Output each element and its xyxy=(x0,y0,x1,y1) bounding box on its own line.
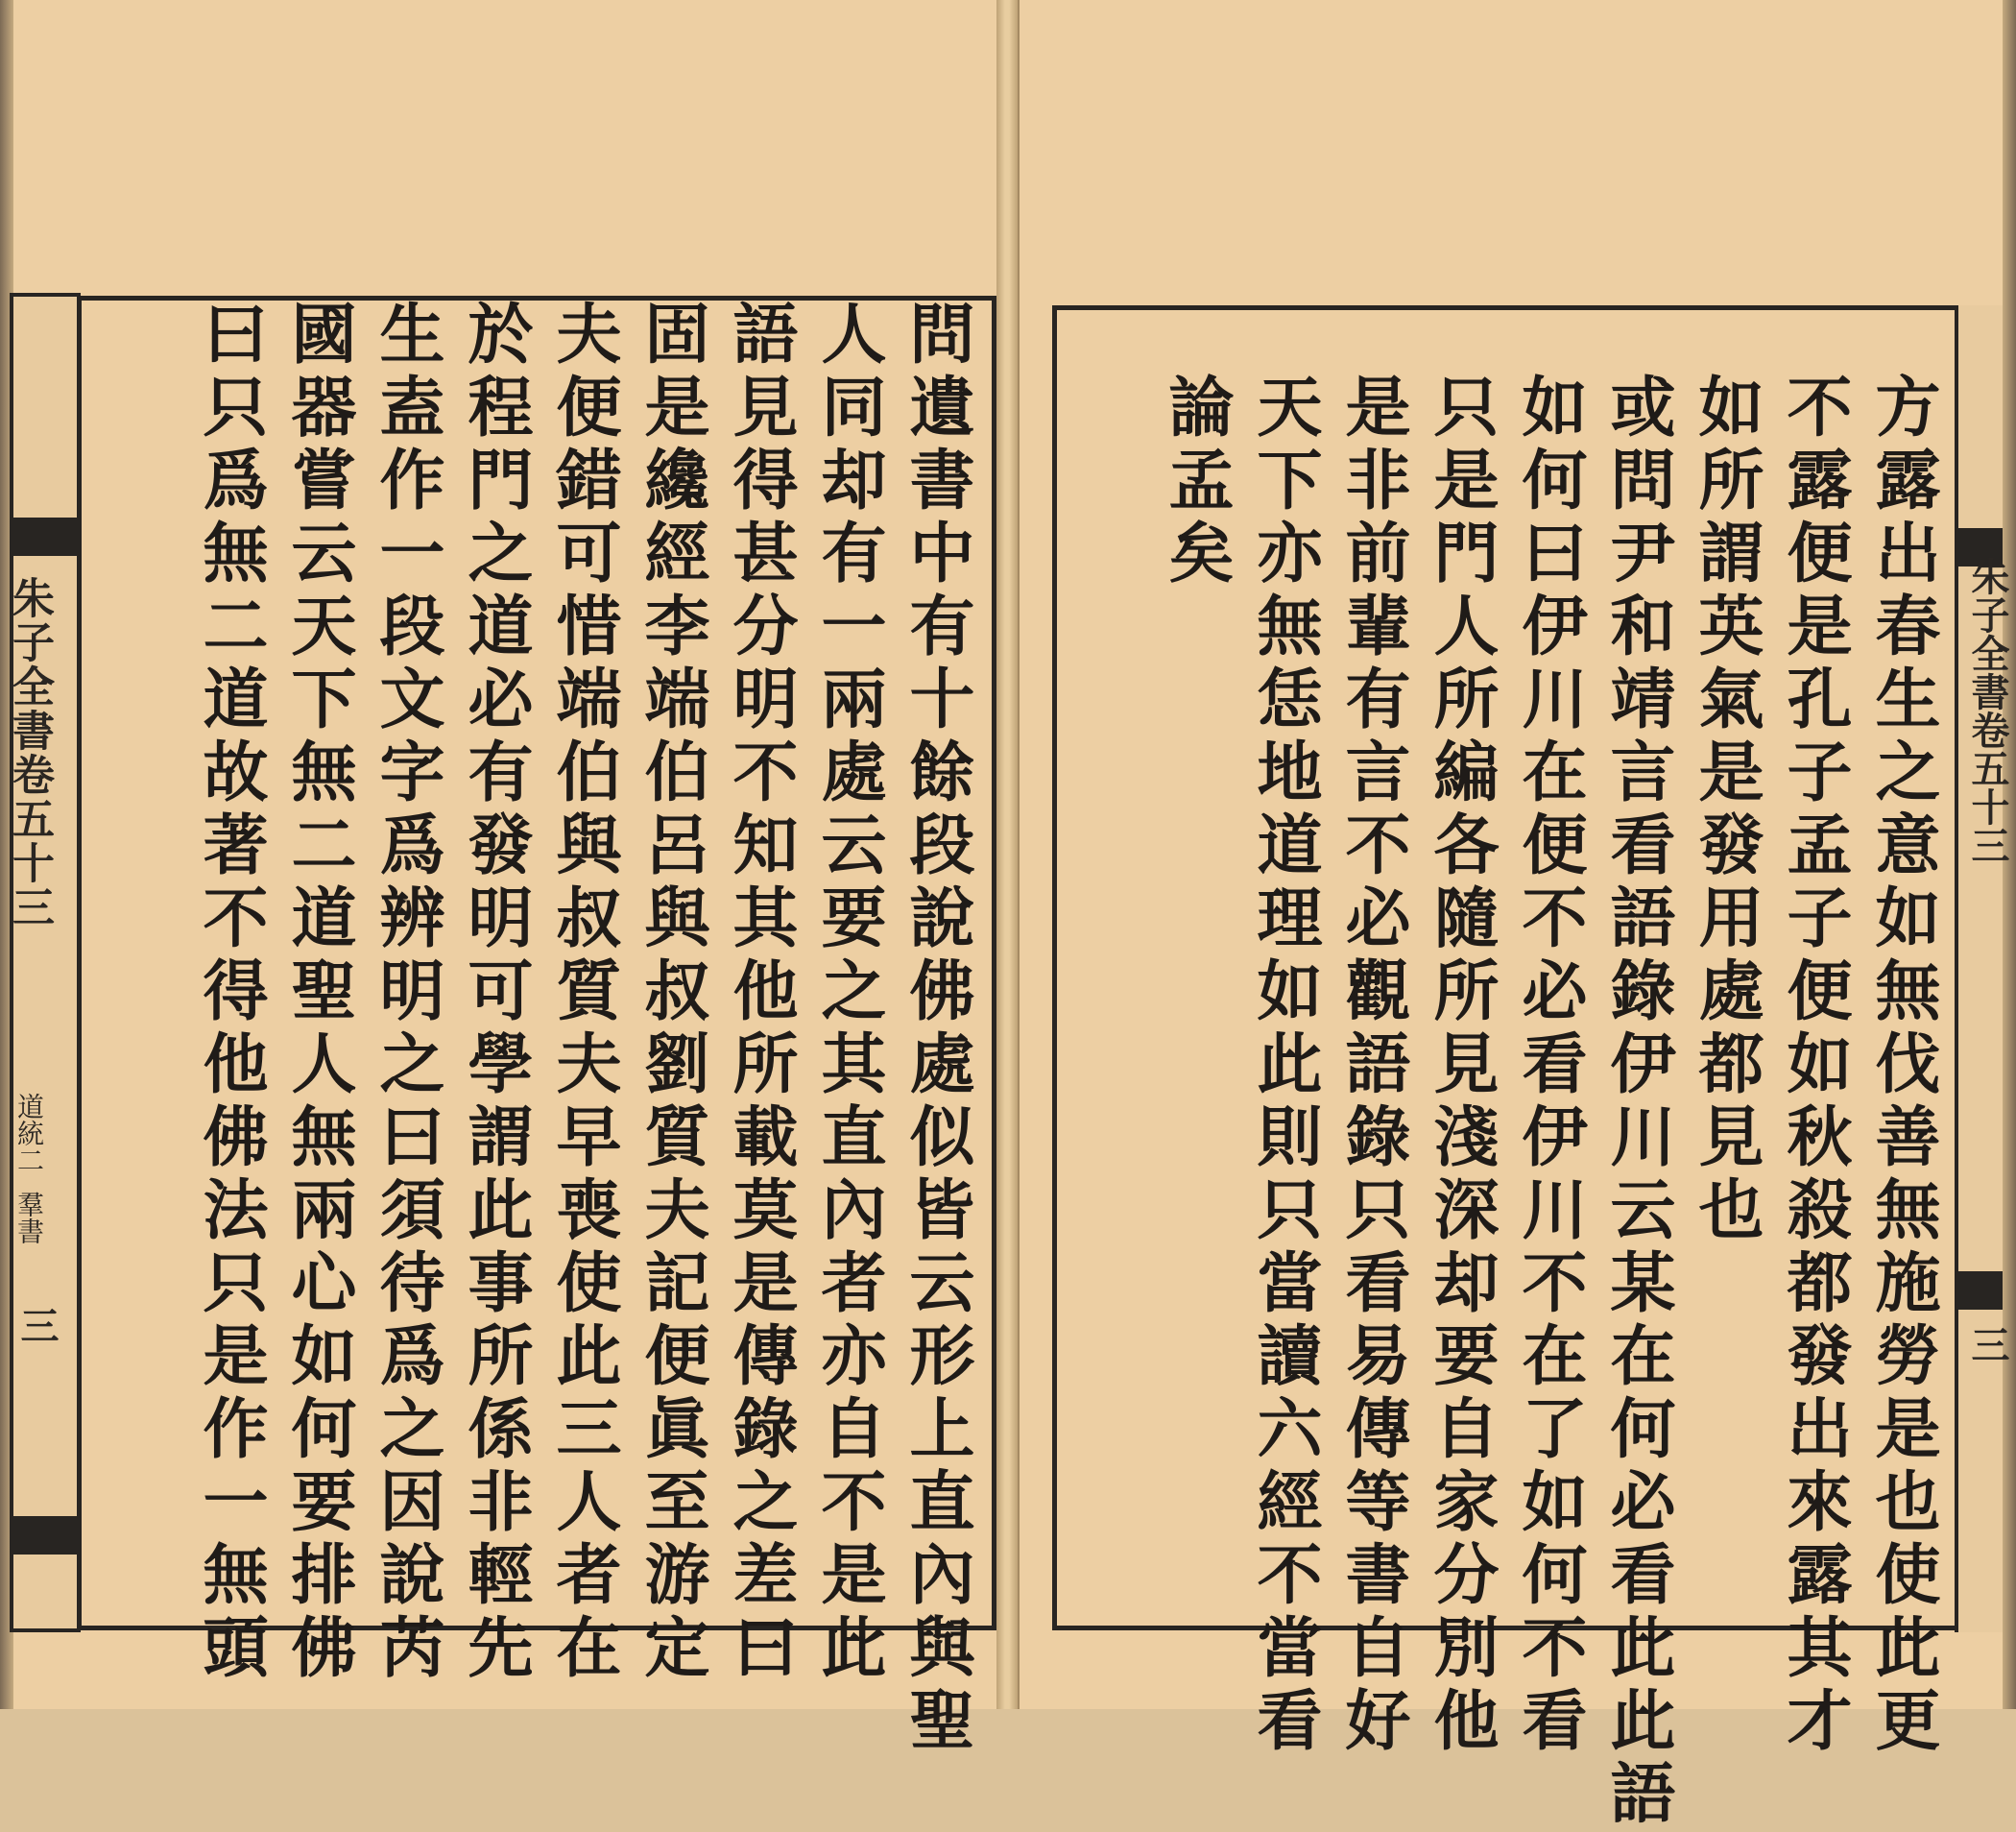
left-column-2: 人同却有一兩處云要之其直內者亦自不是此 xyxy=(810,300,887,1686)
left-text-block xyxy=(88,300,981,1759)
left-column-6: 於程門之道必有發明可學謂此事所係非輕先 xyxy=(457,300,534,1686)
right-column-8: 天下亦無恁地道理如此則只當讀六經不當看 xyxy=(1246,373,1323,1759)
right-text-block xyxy=(1064,373,1947,1832)
banxin-page-number: 三 xyxy=(14,1306,60,1344)
banxin-book-title: 朱子全書卷五十三 xyxy=(5,576,54,929)
left-banxin xyxy=(5,293,81,1632)
right-column-1: 方露出春生之意如無伐善無施勞是也使此更 xyxy=(1864,373,1941,1759)
right-banxin-page-number: 三 xyxy=(1965,1325,2010,1363)
right-banxin-title: 朱子全書卷五十三 xyxy=(1965,557,2010,864)
fishtail-lower-right xyxy=(1958,1271,2003,1310)
right-banxin xyxy=(1955,305,2003,1632)
left-column-1: 問遺書中有十餘段說佛處似皆云形上直內與聖 xyxy=(899,300,975,1759)
fishtail-upper xyxy=(13,518,77,556)
right-column-6: 只是門人所編各隨所見淺深却要自家分別他 xyxy=(1423,373,1500,1759)
left-column-4: 固是纔經李端伯呂與叔劉質夫記便眞至游定 xyxy=(634,300,710,1686)
left-column-7: 生盍作一段文字爲辨明之曰須待爲之因說芮 xyxy=(369,300,445,1686)
right-column-3: 如所謂英氣是發用處都見也 xyxy=(1688,373,1764,1248)
right-column-5: 如何曰伊川在便不必看伊川不在了如何不看 xyxy=(1511,373,1588,1759)
right-column-7: 是非前輩有言不必觀語錄只看易傳等書自好 xyxy=(1334,373,1411,1759)
left-column-5: 夫便錯可惜端伯與叔質夫早喪使此三人者在 xyxy=(545,300,622,1686)
fishtail-lower xyxy=(13,1516,77,1555)
banxin-publisher: 羣書 xyxy=(13,1191,45,1244)
left-column-8: 國器嘗云天下無二道聖人無兩心如何要排佛 xyxy=(280,300,357,1686)
right-column-9: 論孟矣 xyxy=(1158,373,1235,591)
right-column-2: 不露便是孔子孟子便如秋殺都發出來露其才 xyxy=(1776,373,1853,1759)
left-column-3: 語見得甚分明不知其他所載莫是傳錄之差曰 xyxy=(722,300,799,1686)
book-gutter xyxy=(996,0,1018,1709)
left-column-9: 曰只爲無二道故著不得他佛法只是作一無頭 xyxy=(192,300,269,1686)
banxin-section: 道統二 xyxy=(13,1093,45,1173)
right-column-4: 或問尹和靖言看語錄伊川云某在何必看此此語 xyxy=(1599,373,1676,1832)
